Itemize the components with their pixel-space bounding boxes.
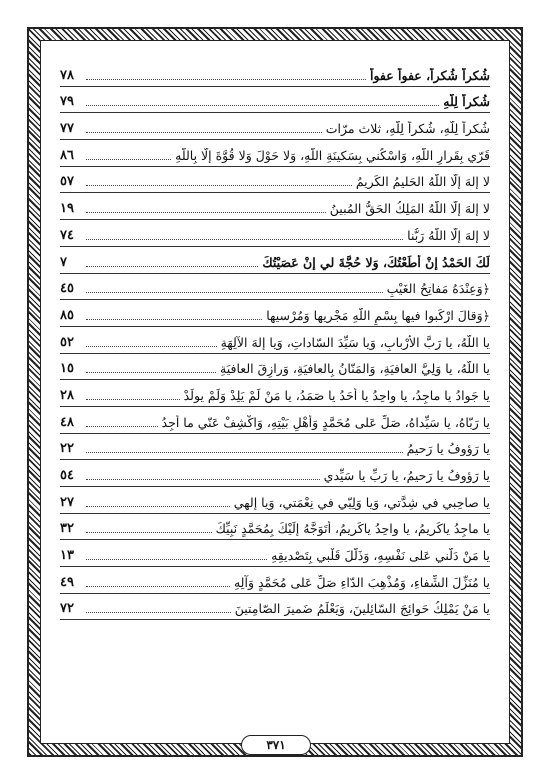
entry-text: يا مُنَزِّلَ الشِّفاءِ، وَمُذْهِبَ الدّاءِ صَلِّ عَلى مُحَمَّدٍ وَآلِهِ [233, 574, 490, 590]
index-entry [60, 407, 490, 434]
entry-page-number: ٧٨ [60, 67, 74, 83]
dot-leader [86, 266, 258, 267]
entry-page-number: ٨٦ [60, 147, 74, 163]
entry-text: يا ماجِدُ ياكَريمُ، يا واحِدُ ياكَريمُ، أتَوَجَّهُ إلَيْكَ بِمُحَمَّدٍ نَبِيِّكَ [215, 521, 490, 537]
dot-leader [86, 132, 322, 133]
index-entry [60, 167, 490, 194]
dot-leader [86, 319, 262, 320]
entry-page-number: ٧٧ [60, 121, 74, 137]
entry-page-number: ٤٩ [60, 574, 74, 590]
index-entry [60, 354, 490, 381]
entry-page-number: ٢٧ [60, 494, 74, 510]
dot-leader [86, 559, 267, 560]
entry-page-number: ٥٢ [60, 334, 74, 350]
dot-leader [86, 185, 352, 186]
entry-page-number: ٢٢ [60, 441, 74, 457]
index-entry [60, 193, 490, 220]
index-entry [60, 327, 490, 354]
index-entry [60, 140, 490, 167]
index-entry [60, 434, 490, 461]
dot-leader [86, 426, 158, 427]
index-entry [60, 274, 490, 301]
dot-leader [86, 105, 439, 106]
entry-text: ﴿وَقالَ ارْكَبوا فيها بِسْمِ اللّهِ مَجْريها وَمُرْسيها [266, 307, 490, 323]
entry-text: يا رَبّاهُ، يا سَيِّداهُ، صَلِّ عَلى مُحَمَّدٍ وَأهْلِ بَيْتِهِ، وَاكْشِفْ عَنّي ما أجِدُ [161, 414, 490, 430]
index-list [60, 60, 490, 620]
index-entry [60, 567, 490, 594]
dot-leader [86, 612, 231, 613]
index-entry [60, 113, 490, 140]
entry-page-number: ٧٢ [60, 601, 74, 617]
index-entry [60, 594, 490, 621]
entry-text: لَكَ الحَمْدُ إنْ أطَعْتُكَ، وَلا حُجَّةَ لي إنْ عَصَيْتُكَ [262, 254, 490, 270]
index-entry [60, 60, 490, 87]
entry-text: يا مَنْ يَمْلِكُ حَوائِجَ السّائِلينَ، وَيَعْلَمُ ضَميرَ الصّامِتينَ [234, 601, 490, 617]
index-entry [60, 460, 490, 487]
entry-text: يا جَوادُ يا ماجِدُ، يا واحِدُ يا أحَدُ يا صَمَدُ، يا مَنْ لَمْ يَلِدْ وَلَمْ يولَدْ [183, 387, 490, 403]
dot-leader [86, 532, 212, 533]
entry-page-number: ٣٢ [60, 521, 74, 537]
dot-leader [86, 212, 326, 213]
index-entry [60, 380, 490, 407]
dot-leader [86, 399, 180, 400]
entry-page-number: ٧٤ [60, 227, 74, 243]
dot-leader [86, 239, 403, 240]
dot-leader [86, 452, 403, 453]
entry-page-number: ٤٨ [60, 414, 74, 430]
entry-text: يا اللّهُ، يا رَبَّ الأرْبابِ، وَيا سَيِّدَ السّاداتِ، وَيا إلهَ الآلِهَةِ [220, 334, 490, 350]
index-entry [60, 300, 490, 327]
entry-page-number: ١٩ [60, 201, 74, 217]
entry-page-number: ٧٩ [60, 94, 74, 110]
entry-text: ﴿وَعِنْدَهُ مَفاتِحُ الغَيْبِ [386, 281, 490, 297]
entry-text: لا إلهَ إلّا اللّهُ المَلِكُ الحَقُّ المُبينُ [329, 201, 490, 217]
dot-leader [86, 372, 216, 373]
entry-page-number: ٥٧ [60, 174, 74, 190]
index-entry [60, 220, 490, 247]
entry-page-number: ٢٨ [60, 387, 74, 403]
entry-text: يا مَنْ دَلَّني عَلى نَفْسِهِ، وَذَلَّلَ قَلْبي بِتَصْديقِهِ [271, 548, 490, 564]
dot-leader [86, 346, 217, 347]
dot-leader [86, 292, 383, 293]
entry-text: يا رَؤوفُ يا رَحيمُ [406, 441, 490, 457]
dot-leader [86, 586, 230, 587]
entry-text: يا صاحِبي في شِدَّتي، وَيا وَلِيّي في نِعْمَتي، وَيا إلهي [233, 494, 490, 510]
entry-text: قَرّي بِقَرارِ اللّهِ، وَاسْكُني بِسَكينَةِ اللّهِ، وَلا حَوْلَ وَلا قُوَّةَ إلّا بِاللّهِ [175, 147, 490, 163]
index-entry [60, 540, 490, 567]
entry-page-number: ١٥ [60, 361, 74, 377]
entry-page-number: ٤٥ [60, 281, 74, 297]
page-number: ٣٧١ [241, 735, 311, 755]
dot-leader [86, 506, 230, 507]
entry-text: شُكراً لِلّهِ، شُكراً لِلّهِ، ثلاث مرّات [325, 121, 490, 137]
index-entry [60, 247, 490, 274]
entry-text: شُكراً شُكراً، عفواً عفواً [369, 67, 490, 83]
index-entry [60, 514, 490, 541]
entry-page-number: ٧ [60, 254, 67, 270]
entry-text: يا رَؤوفُ يا رَحيمُ، يا رَبِّ يا سَيِّدي [323, 468, 490, 483]
entry-text: شُكراً لِلّهِ [443, 94, 490, 110]
entry-page-number: ٨٥ [60, 307, 74, 323]
dot-leader [86, 479, 320, 480]
entry-page-number: ٥٤ [60, 468, 74, 483]
index-entry [60, 87, 490, 114]
entry-text: يا اللّهُ، يا وَلِيَّ العافيَةِ، وَالمَنّانُ بِالعافيَةِ، وَرازِقَ العافيَةِ [220, 361, 490, 377]
entry-text: لا إلهَ إلّا اللّهُ رَبُّنا [407, 227, 490, 243]
dot-leader [86, 159, 171, 160]
entry-text: لا إلهَ إلّا اللّهُ الحَليمُ الكَريمُ [355, 174, 490, 190]
index-entry [60, 487, 490, 514]
dot-leader [86, 79, 366, 80]
entry-page-number: ١٣ [60, 548, 74, 564]
